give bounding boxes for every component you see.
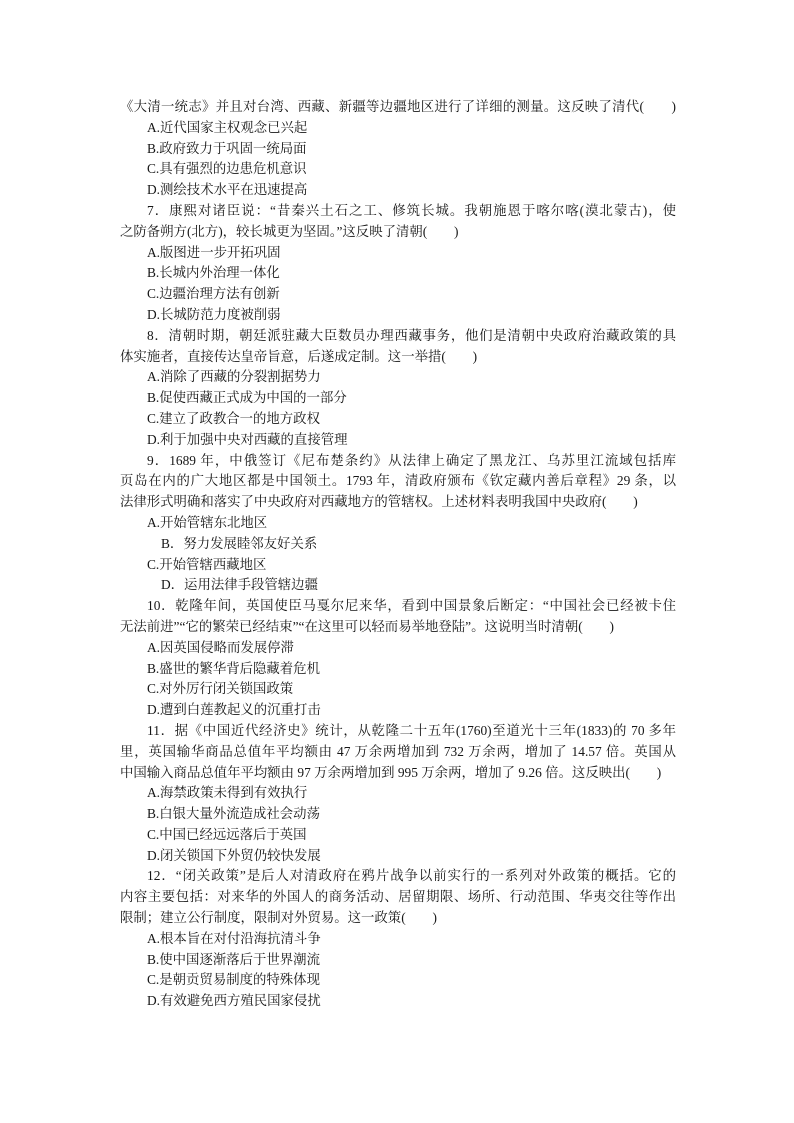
option-d: D.长城防范力度被削弱 <box>147 306 281 322</box>
question-list <box>120 97 676 1012</box>
question-9 <box>120 451 676 597</box>
option-b: B.促使西藏正式成为中国的一部分 <box>147 390 347 406</box>
option-a: A.开始管辖东北地区 <box>147 514 268 530</box>
question-stem-line: 无法前进”“它的繁荣已经结束”“在这里可以轻而易举地登陆”。这说明当时清朝( ) <box>120 618 614 634</box>
question-stem-line: 法律形式明确和落实了中央政府对西藏地方的管辖权。上述材料表明我国中央政府( ) <box>120 494 638 510</box>
question-10 <box>120 596 676 721</box>
option-c: C.中国已经远远落后于英国 <box>147 826 307 842</box>
question-stem-text: 1689 年，中俄签订《尼布楚条约》从法律上确定了黑龙江、乌苏里江流域包括库 <box>169 452 676 468</box>
option-c: C.具有强烈的边患危机意识 <box>147 161 307 177</box>
option-b: B.使中国逐渐落后于世界潮流 <box>147 951 320 967</box>
option-d: D.闭关锁国下外贸仍较快发展 <box>147 847 321 863</box>
option-b: B．努力发展睦邻友好关系 <box>161 535 318 551</box>
option-a: A.消除了西藏的分裂割据势力 <box>147 369 321 385</box>
option-b: B.长城内外治理一体化 <box>147 265 280 281</box>
option-a: A.近代国家主权观念已兴起 <box>147 119 308 135</box>
question-stem-line: 内容主要包括：对来华的外国人的商务活动、居留期限、场所、行动范围、华夷交往等作出 <box>120 889 676 905</box>
question-stem-line: 《大清一统志》并且对台湾、西藏、新疆等边疆地区进行了详细的测量。这反映了清代( ) <box>120 99 676 114</box>
option-b: B.白银大量外流造成社会动荡 <box>147 806 320 822</box>
question-12 <box>120 866 676 1012</box>
question-stem-line <box>120 201 676 222</box>
option-a: A.根本旨在对付沿海抗清斗争 <box>147 930 321 946</box>
option-d: D.遭到白莲教起义的沉重打击 <box>147 702 321 718</box>
question-stem-line <box>120 451 676 472</box>
option-c: C.对外厉行闭关锁国政策 <box>147 681 294 697</box>
question-stem-line <box>120 721 676 742</box>
option-a: A.海禁政策未得到有效执行 <box>147 785 308 801</box>
option-b: B.盛世的繁华背后隐藏着危机 <box>147 660 320 676</box>
option-b: B.政府致力于巩固一统局面 <box>147 140 307 156</box>
question-stem-text: 清朝时期，朝廷派驻藏大臣数员办理西藏事务，他们是清朝中央政府治藏政策的具 <box>168 327 676 343</box>
question-stem-line: 里，英国输华商品总值年平均额由 47 万余两增加到 732 万余两，增加了 14.57 倍。英国从 <box>120 743 676 759</box>
option-d: D．运用法律手段管辖边疆 <box>161 577 318 593</box>
option-d: D.测绘技术水平在迅速提高 <box>147 182 308 198</box>
question-stem-text: 康熙对诸臣说：“昔秦兴土石之工、修筑长城。我朝施恩于喀尔喀(漠北蒙古)，使 <box>169 202 676 218</box>
question-11 <box>120 721 676 867</box>
question-stem-text: “闭关政策”是后人对清政府在鸦片战争以前实行的一系列对外政策的概括。它的 <box>175 868 676 884</box>
option-c: C.是朝贡贸易制度的特殊体现 <box>147 972 320 988</box>
option-d: D.利于加强中央对西藏的直接管理 <box>147 431 348 447</box>
question-number: 7． <box>147 202 170 218</box>
option-c: C.开始管辖西藏地区 <box>147 556 267 572</box>
question-stem-text: 乾隆年间，英国使臣马戛尔尼来华，看到中国景象后断定：“中国社会已经被卡住 <box>175 598 676 614</box>
question-stem-text: 据《中国近代经济史》统计，从乾隆二十五年(1760)至道光十三年(1833)的 70 多年 <box>174 722 676 738</box>
question-8 <box>120 326 676 451</box>
question-stem-line: 体实施者，直接传达皇帝旨意，后遂成定制。这一举措( ) <box>120 348 478 364</box>
option-a: A.因英国侵略而发展停滞 <box>147 639 294 655</box>
option-c: C.建立了政教合一的地方政权 <box>147 410 320 426</box>
question-stem-line <box>120 866 676 887</box>
question-stem-line: 页岛在内的广大地区都是中国领土。1793 年，清政府颁布《钦定藏内善后章程》29 条，以 <box>120 473 676 489</box>
option-c: C.边疆治理方法有创新 <box>147 286 280 302</box>
question-stem-line <box>120 326 676 347</box>
question-stem-line <box>120 596 676 617</box>
question-stem-line: 之防备朔方(北方)，较长城更为坚固。”这反映了清朝( ) <box>120 223 459 239</box>
question-continued <box>120 97 676 201</box>
option-d: D.有效避免西方殖民国家侵扰 <box>147 993 321 1009</box>
question-number: 11． <box>147 722 175 738</box>
question-stem-line: 限制；建立公行制度，限制对外贸易。这一政策( ) <box>120 910 437 926</box>
question-number: 9． <box>147 452 170 468</box>
question-number: 10． <box>147 598 176 614</box>
question-number: 12． <box>147 868 176 884</box>
option-a: A.版图进一步开拓巩固 <box>147 244 281 260</box>
question-number: 8． <box>147 327 169 343</box>
question-stem-line: 中国输入商品总值年平均额由 97 万余两增加到 995 万余两，增加了 9.26 倍。这反映出( ) <box>120 764 662 780</box>
question-7 <box>120 201 676 326</box>
